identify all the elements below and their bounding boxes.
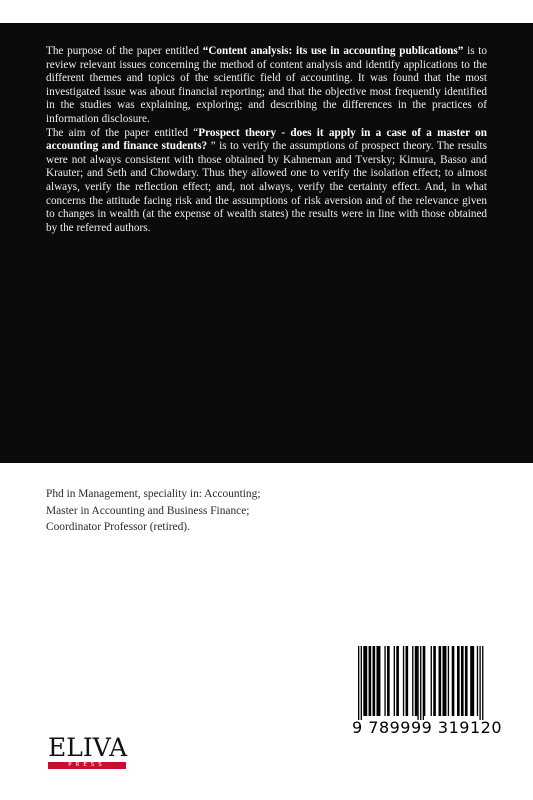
barcode-bar xyxy=(373,646,376,716)
barcode-bar xyxy=(424,646,425,716)
synopsis-paragraph-2: The aim of the paper entitled “Prospect theory - does it apply in a case of a master on accounting and finance students? ” is to verify the assumptions of prospect theory. The results were not always consistent with those obtained by Kahneman and Tversky; Kimura, Basso and Krauter; and Seth and Chowdary. Thus they allowed one to verify the isolation effect; to almost always, verify the reflection effect; and, not always, verify the certainty effect. And, in what concerns the attitude facing risk and the assumptions of risk aversion and of the relevance given to changes in wealth (at the expense of wealth states) the results were in line with those obtained by the referred authors. xyxy=(46,126,488,234)
barcode-bar xyxy=(470,646,474,716)
author-bio xyxy=(46,486,346,536)
barcode-bar xyxy=(417,646,418,720)
barcode-bar xyxy=(403,646,404,716)
bio-line: Coordinator Professor (retired). xyxy=(46,521,190,533)
barcode-bar xyxy=(477,646,478,716)
barcode-bar xyxy=(433,646,436,716)
barcode-bar xyxy=(358,646,359,720)
barcode-bars xyxy=(352,646,533,720)
barcode-bar xyxy=(439,646,442,716)
paper-title-2: Prospect theory - does it apply in a case of a master on accounting and finance students? xyxy=(46,126,487,153)
synopsis-paragraph-1: The purpose of the paper entitled “Content analysis: its use in accounting publications” is to review relevant issues concerning the method of content analysis and identify applications to the different themes and topics of the scientific field of accounting. It was found that the most investigated issue was about financial reporting; and that the objective most frequently identified in the studies was explaining, exploring; and describing the differences in the practices of information disclosure. xyxy=(46,45,487,125)
synopsis-panel xyxy=(0,23,533,463)
barcode-bar xyxy=(465,646,468,716)
barcode-bar xyxy=(420,646,421,720)
barcode-bar xyxy=(369,646,372,716)
barcode-bar xyxy=(415,646,418,716)
barcode-bar xyxy=(482,646,483,720)
barcode-bar xyxy=(406,646,409,716)
publisher-name: ELIVA xyxy=(48,733,128,762)
barcode-bar xyxy=(461,646,464,716)
barcode-bar xyxy=(384,646,385,716)
barcode-bar xyxy=(423,646,424,720)
barcode-bar xyxy=(452,646,455,716)
barcode-bar xyxy=(479,646,480,720)
barcode-bar xyxy=(361,646,362,720)
barcode-bar xyxy=(363,646,367,716)
barcode-bar xyxy=(442,646,446,716)
bio-line: Master in Accounting and Business Finance; xyxy=(46,504,250,517)
bio-line: Phd in Management, speciality in: Accounting; xyxy=(46,488,261,500)
barcode-bar xyxy=(412,646,413,716)
barcode-bar xyxy=(457,646,460,716)
isbn-number: 9 789999 319120 xyxy=(352,718,503,737)
publisher-logo xyxy=(48,735,128,771)
barcode-bar xyxy=(394,646,395,716)
paper-title-1: “Content analysis: its use in accounting publications” xyxy=(202,45,464,57)
barcode-bar xyxy=(431,646,432,716)
publisher-imprint: PRESS xyxy=(48,762,126,769)
barcode-bar xyxy=(376,646,380,716)
barcode-bar xyxy=(448,646,449,716)
isbn-barcode xyxy=(342,634,533,746)
barcode-bar xyxy=(396,646,399,716)
barcode-bar xyxy=(387,646,390,716)
synopsis-text xyxy=(46,45,487,235)
